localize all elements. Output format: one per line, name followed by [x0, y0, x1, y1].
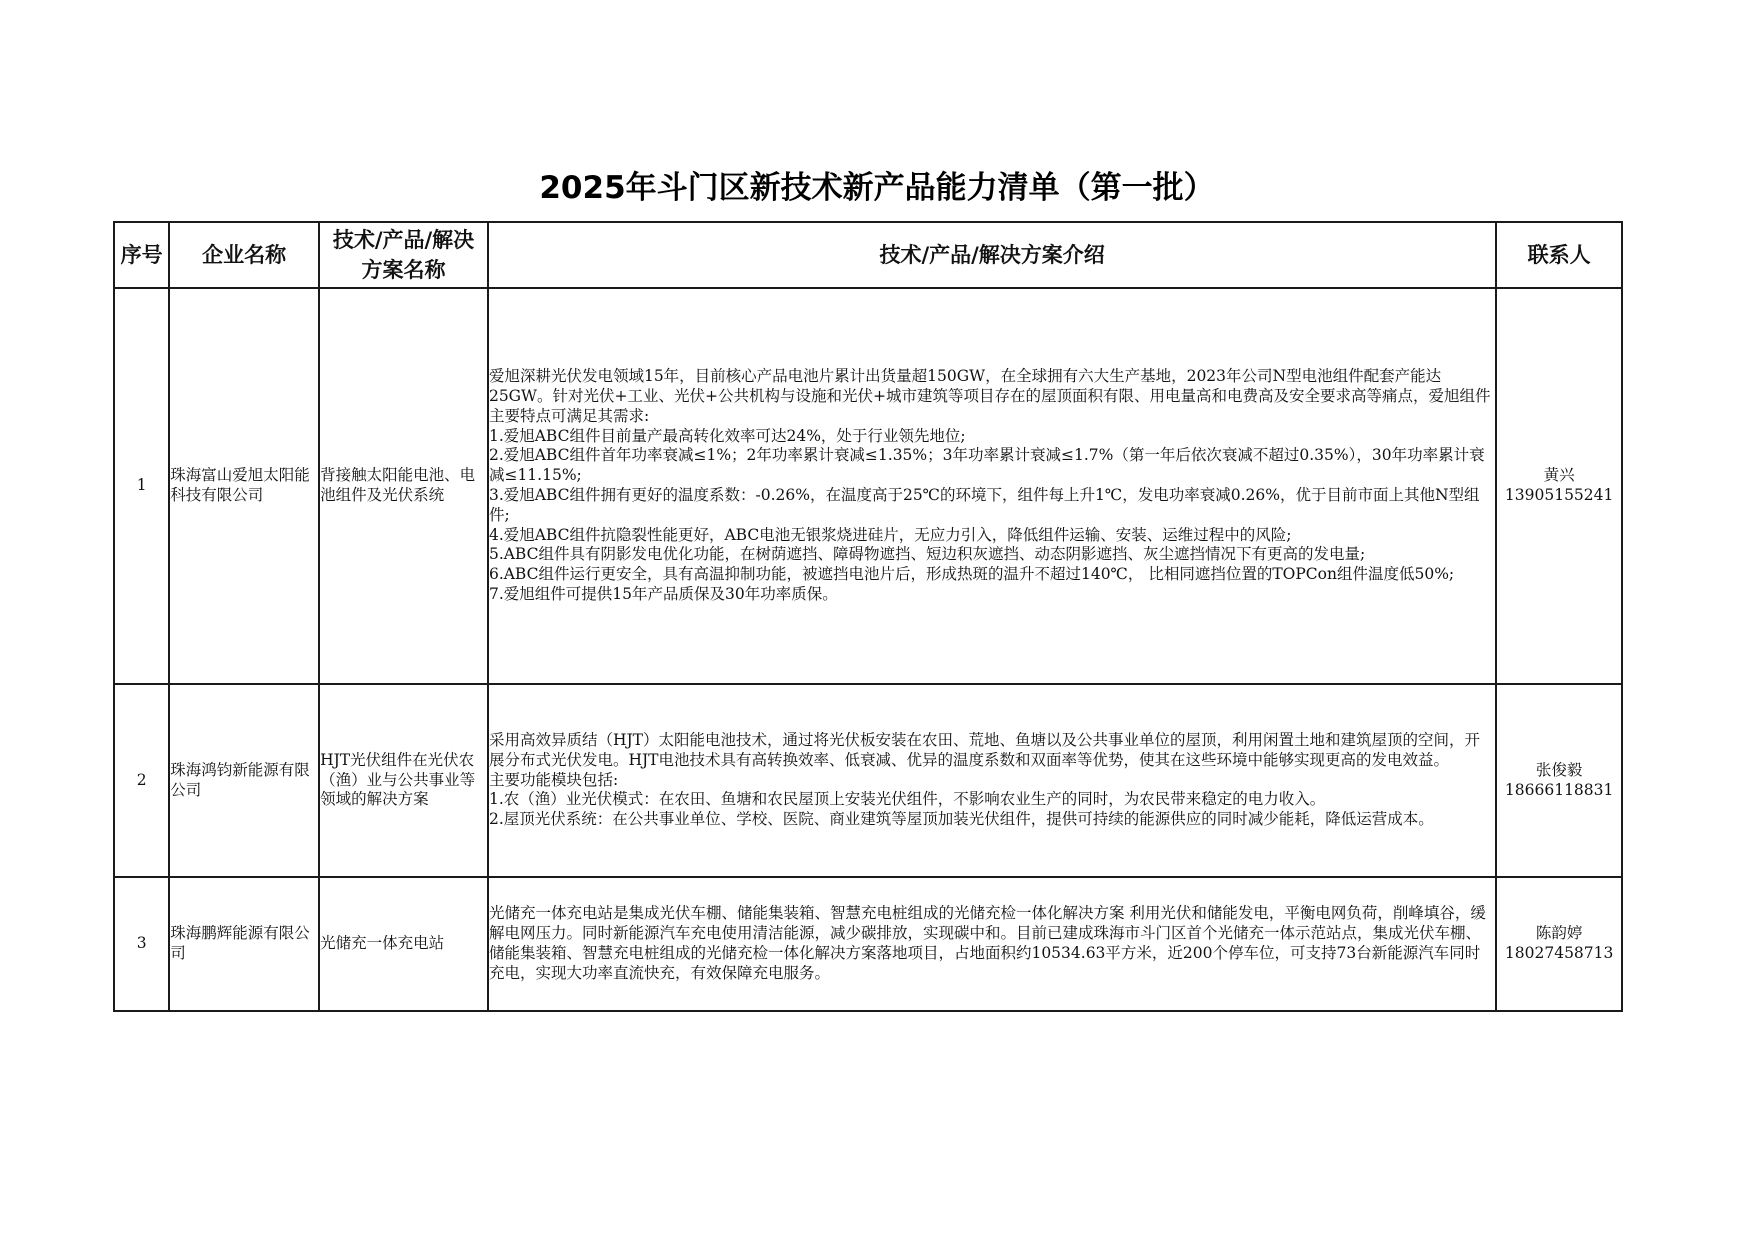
description-item: 1.爱旭ABC组件目前量产最高转化效率可达24%，处于行业领先地位; [488, 426, 966, 445]
row-description [488, 877, 1496, 1011]
row-solution-name: 背接触太阳能电池、电池组件及光伏系统 [319, 288, 488, 684]
header-contact: 联系人 [1496, 222, 1622, 288]
description-item: 3.爱旭ABC组件拥有更好的温度系数：-0.26%，在温度高于25℃的环境下，组件每上升1℃，发电功率衰减0.26%，优于目前市面上其他N型组件; [488, 486, 1480, 524]
header-solution-name-label: 技术/产品/解决方案名称 [332, 228, 475, 282]
contact-phone: 18666118831 [1504, 780, 1614, 799]
table-row [114, 288, 1622, 684]
contact-name: 张俊毅 [1535, 760, 1583, 779]
contact-name: 陈韵婷 [1535, 924, 1583, 943]
contact-phone: 13905155241 [1504, 486, 1614, 504]
row-company: 珠海富山爱旭太阳能科技有限公司 [169, 288, 319, 684]
description-paragraph: 光储充一体充电站是集成光伏车棚、储能集装箱、智慧充电桩组成的光储充检一体化解决方案 利用光伏和储能发电，平衡电网负荷，削峰填谷，缓解电网压力。同时新能源汽车充电使用清洁能源，减少碳排放，实现碳中和。目前已建成珠海市斗门区首个光储充一体示范站点，集成光伏车棚、储能集装箱、智慧充电桩组成的光储充检一体化解决方案落地项目，占地面积约10534.63平方米，近200个停车位，可支持73台新能源汽车同时充电，实现大功率直流快充，有效保障充电服务。 [488, 904, 1486, 982]
description-item: 2.屋顶光伏系统：在公共事业单位、学校、医院、商业建筑等屋顶加装光伏组件，提供可持续的能源供应的同时减少能耗，降低运营成本。 [488, 810, 1434, 829]
document-title: 2025年斗门区新技术新产品能力清单（第一批） [539, 170, 1215, 206]
row-contact [1496, 288, 1622, 684]
header-no: 序号 [114, 222, 169, 288]
table-header-row [114, 222, 1622, 288]
row-company: 珠海鸿钧新能源有限公司 [169, 684, 319, 877]
description-paragraph: 爱旭深耕光伏发电领域15年，目前核心产品电池片累计出货量超150GW，在全球拥有六大生产基地，2023年公司N型电池组件配套产能达25GW。针对光伏+工业、光伏+公共机构与设施和光伏+城市建筑等项目存在的屋顶面积有限、用电量高和电费高及安全要求高等痛点，爱旭组件主要特点可满足其需求: [488, 367, 1491, 425]
row-contact [1496, 877, 1622, 1011]
row-contact [1496, 684, 1622, 877]
contact-name: 黄兴 [1543, 466, 1575, 485]
row-solution-name: HJT光伏组件在光伏农（渔）业与公共事业等领域的解决方案 [319, 684, 488, 877]
description-paragraph: 采用高效异质结（HJT）太阳能电池技术，通过将光伏板安装在农田、荒地、鱼塘以及公共事业单位的屋顶，利用闲置土地和建筑屋顶的空间，开展分布式光伏发电。HJT电池技术具有高转换效率、低衰减、优异的温度系数和双面率等优势，使其在这些环境中能够实现更高的发电效益。 [488, 731, 1481, 769]
description-item: 7.爱旭组件可提供15年产品质保及30年功率质保。 [488, 584, 838, 603]
row-no: 3 [114, 877, 169, 1011]
description-item: 4.爱旭ABC组件抗隐裂性能更好，ABC电池无银浆烧进硅片，无应力引入，降低组件运输、安装、运维过程中的风险; [488, 525, 1292, 544]
table-row [114, 684, 1622, 877]
description-item: 主要功能模块包括: [488, 770, 619, 789]
header-solution-name [319, 222, 488, 288]
contact-phone: 18027458713 [1504, 944, 1614, 962]
description-item: 1.农（渔）业光伏模式：在农田、鱼塘和农民屋顶上安装光伏组件，不影响农业生产的同时，为农民带来稳定的电力收入。 [488, 790, 1326, 809]
header-company: 企业名称 [169, 222, 319, 288]
row-company: 珠海鹏辉能源有限公司 [169, 877, 319, 1011]
description-item: 5.ABC组件具有阴影发电优化功能，在树荫遮挡、障碍物遮挡、短边积灰遮挡、动态阴影遮挡、灰尘遮挡情况下有更高的发电量; [488, 545, 1366, 564]
row-no: 2 [114, 684, 169, 877]
capability-list-table [113, 221, 1623, 1012]
row-description [488, 288, 1496, 684]
description-item: 2.爱旭ABC组件首年功率衰减≤1%；2年功率累计衰减≤1.35%；3年功率累计衰减≤1.7%（第一年后依次衰减不超过0.35%），30年功率累计衰减≤11.15%; [488, 446, 1485, 485]
header-description: 技术/产品/解决方案介绍 [488, 222, 1496, 288]
description-item: 6.ABC组件运行更安全，具有高温抑制功能，被遮挡电池片后，形成热斑的温升不超过140℃， 比相同遮挡位置的TOPCon组件温度低50%; [488, 565, 1455, 584]
row-solution-name: 光储充一体充电站 [319, 877, 488, 1011]
row-description [488, 684, 1496, 877]
table-row [114, 877, 1622, 1011]
row-no: 1 [114, 288, 169, 684]
